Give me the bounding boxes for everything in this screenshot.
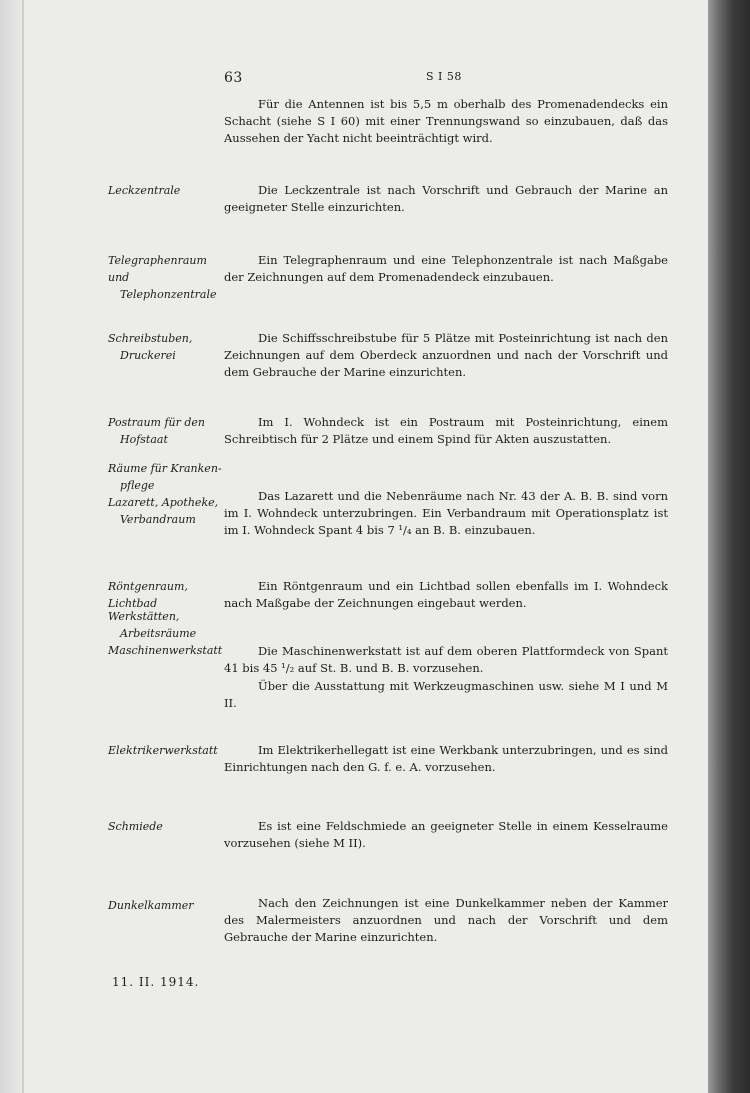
margin-note-telegraphenraum [108,252,228,303]
margin-note-line: Räume für Kranken- [108,462,222,475]
paragraph-dunkelkammer: Nach den Zeichnungen ist eine Dunkelkammer neben der Kammer des Malermeisters anzuordnen und nach der Vorschrift und dem Gebrauche der Marine einzurichten. [224,896,668,944]
paragraph-maschinenwerkstatt: Die Maschinenwerkstatt ist auf dem oberen Plattformdeck von Spant 41 bis 45 ¹/₂ auf St. B. und B. B. vorzusehen. [224,644,668,675]
margin-note-line: pflege [120,479,155,492]
footer-date: 11. II. 1914. [112,975,200,989]
margin-note-krankenpflege [108,460,228,528]
margin-note-line: Dunkelkammer [108,899,194,912]
paragraph-ausstattung: Über die Ausstattung mit Werkzeugmaschinen usw. siehe M I und M II. [224,679,668,710]
margin-note-roentgenraum [108,578,228,612]
margin-note-dunkelkammer [108,897,228,914]
paragraph-postraum: Im I. Wohndeck ist ein Postraum mit Posteinrichtung, einem Schreibtisch für 2 Plätze und einem Spind für Akten auszustatten. [224,415,668,446]
binding-shadow [0,0,22,1093]
margin-note-line: Postraum für den [108,416,206,429]
margin-note-line: Telephonzentrale [120,288,217,301]
margin-note-line: Verbandraum [120,513,196,526]
binding-line [22,0,24,1093]
margin-note-line: Werkstätten, [108,610,180,623]
margin-note-line: Elektrikerwerkstatt [108,744,218,757]
intro-paragraph: Für die Antennen ist bis 5,5 m oberhalb des Promenadendecks ein Schacht (siehe S I 60) mit einer Trennungswand so einzubauen, daß das Aussehen der Yacht nicht beeinträchtigt wird. [224,97,668,145]
margin-note-line: Lazarett, Apotheke, [108,496,219,509]
margin-note-schreibstuben [108,330,228,364]
margin-note-line: Schmiede [108,820,163,833]
paragraph-lazarett: Das Lazarett und die Nebenräume nach Nr. 43 der A. B. B. sind vorn im I. Wohndeck unterzubringen. Ein Verbandraum mit Operationsplatz ist im I. Wohndeck Spant 4 bis 7 ¹/₄ an B. B. einzubauen. [224,489,668,537]
margin-note-postraum [108,414,228,448]
margin-note-line: Druckerei [120,349,176,362]
margin-note-line: Leckzentrale [108,184,181,197]
margin-note-schmiede [108,818,228,835]
margin-note-line: Röntgenraum, Lichtbad [108,580,188,610]
paragraph-leckzentrale: Die Leckzentrale ist nach Vorschrift und Gebrauch der Marine an geeigneter Stelle einzurichten. [224,183,668,214]
margin-note-line: Maschinenwerkstatt [108,644,223,657]
paragraph-elektrikerwerkstatt: Im Elektrikerhellegatt ist eine Werkbank unterzubringen, und es sind Einrichtungen nach den G. f. e. A. vorzusehen. [224,743,668,774]
margin-note-line: Arbeitsräume [120,627,197,640]
margin-note-elektrikerwerkstatt [108,742,228,759]
page-number: 63 [224,70,243,86]
margin-note-line: Telegraphenraum und [108,254,207,284]
margin-note-line: Schreibstuben, [108,332,193,345]
margin-note-leckzentrale [108,182,228,199]
page-header [0,70,708,90]
margin-note-werkstaetten [108,608,228,659]
paragraph-schmiede: Es ist eine Feldschmiede an geeigneter Stelle in einem Kesselraume vorzusehen (siehe M II). [224,819,668,850]
document-reference: S I 58 [426,70,462,83]
paragraph-roentgenraum: Ein Röntgenraum und ein Lichtbad sollen ebenfalls im I. Wohndeck nach Maßgabe der Zeichnungen eingebaut werden. [224,579,668,610]
paragraph-telegraphenraum: Ein Telegraphenraum und eine Telephonzentrale ist nach Maßgabe der Zeichnungen auf dem Promenadendeck einzubauen. [224,253,668,284]
margin-note-line: Hofstaat [120,433,168,446]
paragraph-schreibstuben: Die Schiffsschreibstube für 5 Plätze mit Posteinrichtung ist nach den Zeichnungen auf dem Oberdeck anzuordnen und nach der Vorschrift und dem Gebrauche der Marine einzurichten. [224,331,668,379]
scan-edge-shadow [708,0,750,1093]
